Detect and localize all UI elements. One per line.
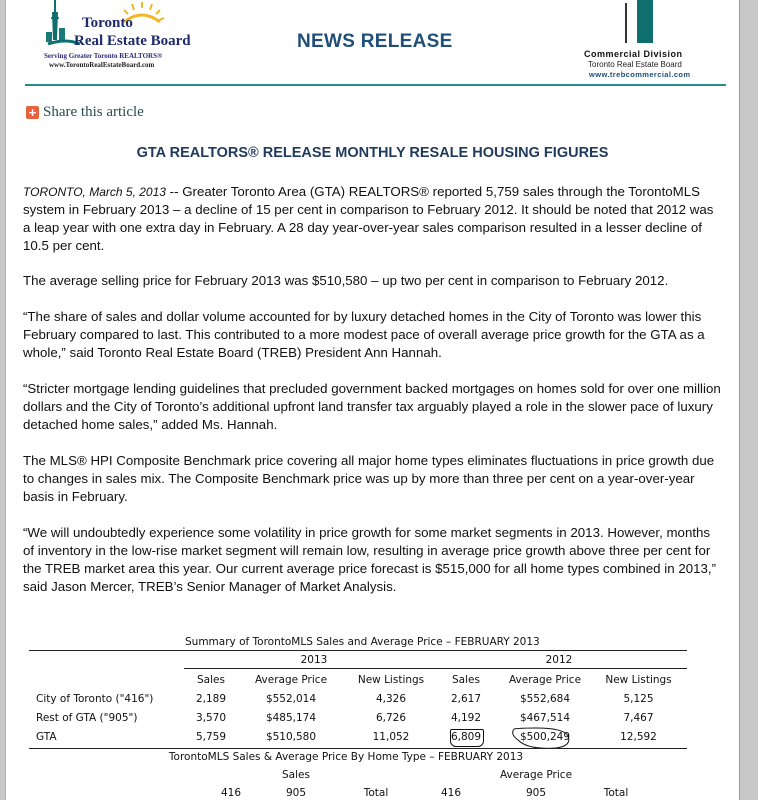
plus-icon: + bbox=[26, 106, 39, 119]
table-cell: 2,617 bbox=[450, 693, 482, 705]
year-2013-header: 2013 bbox=[300, 654, 328, 666]
header-divider bbox=[25, 84, 726, 86]
home-type-table-title: TorontoMLS Sales & Average Price By Home Type – FEBRUARY 2013 bbox=[168, 751, 524, 763]
table-cell: 6,809 bbox=[450, 731, 482, 743]
dateline: TORONTO, March 5, 2013 bbox=[23, 185, 166, 199]
logo-tagline: Serving Greater Toronto REALTORS® bbox=[44, 52, 163, 60]
col-header: 905 bbox=[285, 787, 307, 799]
table-cell: 5,759 bbox=[195, 731, 227, 743]
table-cell: 4,192 bbox=[450, 712, 482, 724]
table-rule bbox=[29, 650, 687, 651]
share-label: Share this article bbox=[43, 104, 144, 120]
table-cell: $500,249 bbox=[519, 731, 571, 743]
article-headline: GTA REALTORS® RELEASE MONTHLY RESALE HOUSING FIGURES bbox=[136, 145, 609, 161]
table-cell: 2,189 bbox=[195, 693, 227, 705]
commercial-logo-bar-icon bbox=[625, 3, 627, 43]
col-header: New Listings bbox=[605, 674, 672, 686]
table-cell: 4,326 bbox=[375, 693, 407, 705]
group-header-sales: Sales bbox=[282, 769, 310, 781]
paragraph-1 bbox=[23, 183, 723, 255]
logo-line-1: Toronto bbox=[82, 15, 133, 31]
col-header: 416 bbox=[220, 787, 242, 799]
paragraph-5: The MLS® HPI Composite Benchmark price covering all major home types eliminates fluctuations in price growth due to changes in sales mix. The Composite Benchmark price was up by more than three per cent on a year-over-year basis in February. bbox=[23, 453, 715, 504]
col-header: Total bbox=[603, 787, 629, 799]
paragraph-2: The average selling price for February 2013 was $510,580 – up two per cent in comparison to February 2012. bbox=[23, 273, 669, 288]
table-rule bbox=[184, 668, 687, 669]
annotation-box bbox=[450, 729, 484, 747]
row-label: GTA bbox=[36, 731, 57, 743]
table-cell: $552,684 bbox=[519, 693, 571, 705]
logo-url: www.TorontoRealEstateBoard.com bbox=[49, 61, 155, 69]
paragraph-4: “Stricter mortgage lending guidelines that precluded government backed mortgages on homes sold for over one million dollars and the City of Toronto’s additional upfront land transfer tax arguably played a role in the slower pace of luxury detached home sales,” added Ms. Hannah. bbox=[23, 381, 721, 432]
paragraph-6: “We will undoubtedly experience some volatility in price growth for some market segments in 2013. However, months of inventory in the low-rise market segment will remain low, resulting in average price growth above three per cent for the TREB market area this year. Our current average price forecast is $515,000 for all home types combined in 2013,” said Jason Mercer, TREB’s Senior Manager of Market Analysis. bbox=[23, 525, 717, 594]
table-cell: $552,014 bbox=[265, 693, 317, 705]
commercial-division-url: www.trebcommercial.com bbox=[589, 70, 691, 79]
table-cell: 3,570 bbox=[195, 712, 227, 724]
share-article-link[interactable] bbox=[26, 104, 144, 121]
col-header: Sales bbox=[197, 674, 225, 686]
col-header: Average Price bbox=[508, 674, 582, 686]
table-cell: 5,125 bbox=[623, 693, 654, 705]
col-header: 905 bbox=[525, 787, 547, 799]
col-header: 416 bbox=[440, 787, 462, 799]
logo-line-2: Real Estate Board bbox=[74, 33, 191, 49]
col-header: Sales bbox=[452, 674, 480, 686]
row-label: Rest of GTA ("905") bbox=[36, 712, 138, 724]
commercial-logo-block-icon bbox=[637, 0, 653, 43]
table-rule bbox=[29, 748, 687, 749]
table-cell: $510,580 bbox=[265, 731, 317, 743]
col-header: New Listings bbox=[357, 674, 425, 686]
year-2012-header: 2012 bbox=[545, 654, 573, 666]
table-cell: $467,514 bbox=[519, 712, 571, 724]
table-cell: 6,726 bbox=[375, 712, 407, 724]
table-cell: 7,467 bbox=[623, 712, 654, 724]
col-header: Average Price bbox=[254, 674, 328, 686]
paragraph-3: “The share of sales and dollar volume accounted for by luxury detached homes in the City of Toronto was lower this February compared to last. This contributed to a more modest pace of overall average price growth for the GTA as a whole,” said Toronto Real Estate Board (TREB) President Ann Hannah. bbox=[23, 309, 705, 360]
group-header-average-price: Average Price bbox=[499, 769, 573, 781]
table-cell: 11,052 bbox=[372, 731, 410, 743]
table-cell: 12,592 bbox=[620, 731, 657, 743]
page-title: NEWS RELEASE bbox=[297, 31, 453, 52]
row-label: City of Toronto ("416") bbox=[36, 693, 154, 705]
summary-table-title: Summary of TorontoMLS Sales and Average Price – FEBRUARY 2013 bbox=[185, 636, 540, 648]
paragraph-1-text: -- Greater Toronto Area (GTA) REALTORS® reported 5,759 sales through the TorontoMLS system in February 2013 – a decline of 15 per cent in comparison to February 2012. It should be noted that 2012 was a leap year with one extra day in February. A 28 day year-over-year sales comparison resulted in a lesser decline of 10.5 per cent. bbox=[23, 184, 714, 253]
col-header: Total bbox=[363, 787, 389, 799]
table-cell: $485,174 bbox=[265, 712, 317, 724]
document-page bbox=[5, 0, 740, 800]
commercial-division-subtitle: Toronto Real Estate Board bbox=[588, 60, 682, 69]
commercial-division-title: Commercial Division bbox=[584, 49, 683, 59]
